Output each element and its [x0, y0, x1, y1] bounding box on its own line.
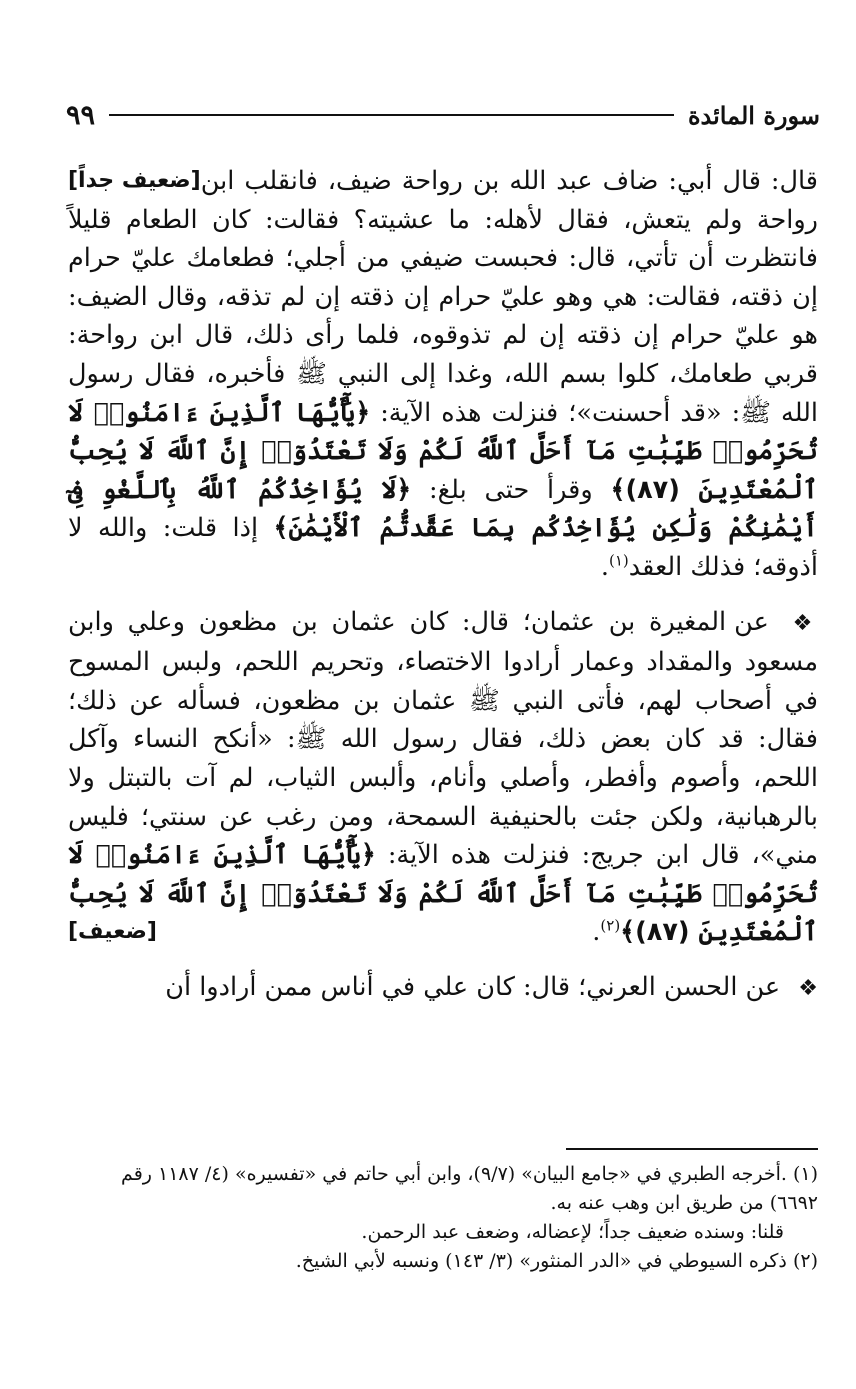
narration-text: عن المغيرة بن عثمان؛ قال: كان عثمان بن مظعون وعلي وابن مسعود والمقداد وعمار أرادوا الاختصاء، وتحريم اللحم، ولبس المسوح في أصحاب لهم، فأتى النبي ﷺ عثمان بن مظعون، فسأله عن ذلك؛ فقال: قد كان بعض ذلك، فقال رسول الله ﷺ: «أنكح النساء وآكل اللحم، وأصوم وأفطر، وأصلي وأنام، وألبس الثياب، لم آت بالتبتل ولا بالرهبانية، ولكن جئت بالحنيفية السمحة، ومن رغب عن سنتي؛ فليس مني»، قال ابن جريج: فنزلت هذه الآية: — [68, 606, 818, 871]
verse-number: (٨٧) — [635, 917, 690, 948]
ornate-bracket-close: ﴾ — [610, 474, 626, 505]
period: . — [600, 551, 609, 582]
quran-verse-text: لَا يُؤَاخِذُكُمُ ٱللَّهُ بِٱللَّغْوِ فِىٓ أَيْمَٰنِكُمْ وَلَٰكِن يُؤَاخِذُكُم بِمَا عَقَّدتُّمُ ٱلْأَيْمَٰنَ — [68, 474, 818, 544]
ornate-bracket-close: ﴾ — [620, 917, 636, 948]
header-rule — [109, 114, 674, 116]
main-text — [68, 162, 818, 1008]
grade-label: [ضعيف جداً] — [68, 168, 201, 193]
narration-1 — [68, 162, 818, 587]
ornate-bracket-open: ﴿ — [360, 840, 376, 871]
footnote-1 — [68, 1160, 818, 1218]
narration-text: إذا قلت: والله لا أذوقه؛ فذلك العقد — [68, 513, 818, 582]
page-number: ٩٩ — [66, 99, 96, 131]
footnotes — [68, 1160, 818, 1276]
grade-label: [ضعيف] — [68, 919, 157, 945]
diamond-bullet-icon: ❖ — [798, 975, 818, 1001]
period: . — [592, 917, 601, 948]
footnote-1-note — [68, 1218, 818, 1247]
footnote-2 — [68, 1247, 818, 1276]
footnote-text: .أخرجه الطبري في «جامع البيان» (٩/٧)، وابن أبي حاتم في «تفسيره» (٤/ ١١٨٧ رقم ٦٦٩٢) من طريق ابن وهب عنه به. — [121, 1163, 818, 1214]
ornate-bracket-open: ﴿ — [396, 474, 412, 505]
ornate-bracket-open: ﴿ — [355, 397, 371, 428]
footnote-ref[interactable]: (٢) — [600, 916, 621, 935]
footnote-text: ذكره السيوطي في «الدر المنثور» (٣/ ١٤٣) ونسبه لأبي الشيخ. — [295, 1250, 787, 1272]
surah-title: سورة المائدة — [687, 100, 820, 130]
quran-verse-text: يَٰٓأَيُّهَا ٱلَّذِينَ ءَامَنُوا۟ لَا تُحَرِّمُوا۟ طَيِّبَٰتِ مَآ أَحَلَّ ٱللَّهُ لَكُمْ وَلَا تَعْتَدُوٓا۟ إِنَّ ٱللَّهَ لَا يُحِبُّ ٱلْمُعْتَدِينَ — [68, 840, 818, 948]
narration-text: عن الحسن العرني؛ قال: كان علي في أناس ممن أرادوا أن — [165, 971, 781, 1002]
footnote-text: قلنا: وسنده ضعيف جداً؛ لإعضاله، وضعف عبد الرحمن. — [361, 1221, 784, 1243]
footnote-number: (١) — [792, 1163, 818, 1185]
ornate-bracket-close: ﴾ — [273, 513, 289, 544]
narration-text: وقرأ حتى بلغ: — [429, 474, 593, 505]
narration-3 — [68, 968, 818, 1009]
quran-verse-text: يَٰٓأَيُّهَا ٱلَّذِينَ ءَامَنُوا۟ لَا تُحَرِّمُوا۟ طَيِّبَٰتِ مَآ أَحَلَّ ٱللَّهُ لَكُمْ وَلَا تَعْتَدُوٓا۟ إِنَّ ٱللَّهَ لَا يُحِبُّ ٱلْمُعْتَدِينَ — [68, 397, 818, 505]
running-header — [66, 93, 820, 137]
footnote-separator — [566, 1148, 818, 1150]
footnote-ref[interactable]: (١) — [609, 551, 629, 570]
narration-2 — [68, 603, 818, 952]
footnote-number: (٢) — [792, 1250, 818, 1272]
narration-text: قال: قال أبي: ضاف عبد الله بن رواحة ضيف، فانقلب ابن رواحة ولم يتعش، فقال لأهله: ما عشيته؟ فقالت: كان الطعام قليلاً فانتظرت أن تأتي، قال: فحبست ضيفي من أجلي؛ فطعامك عليّ حرام إن ذقته، فقالت: هي وهو عليّ حرام إن ذقته إن لم تذقه، وقال الضيف: هو عليّ حرام إن ذقته إن لم تذوقوه، فلما رأى ذلك، قال ابن رواحة: قربي طعامك، كلوا بسم الله، وغدا إلى النبي ﷺ فأخبره، فقال رسول الله ﷺ: «قد أحسنت»؛ فنزلت هذه الآية: — [68, 166, 819, 428]
diamond-bullet-icon: ❖ — [792, 610, 818, 636]
verse-number: (٨٧) — [625, 474, 680, 505]
